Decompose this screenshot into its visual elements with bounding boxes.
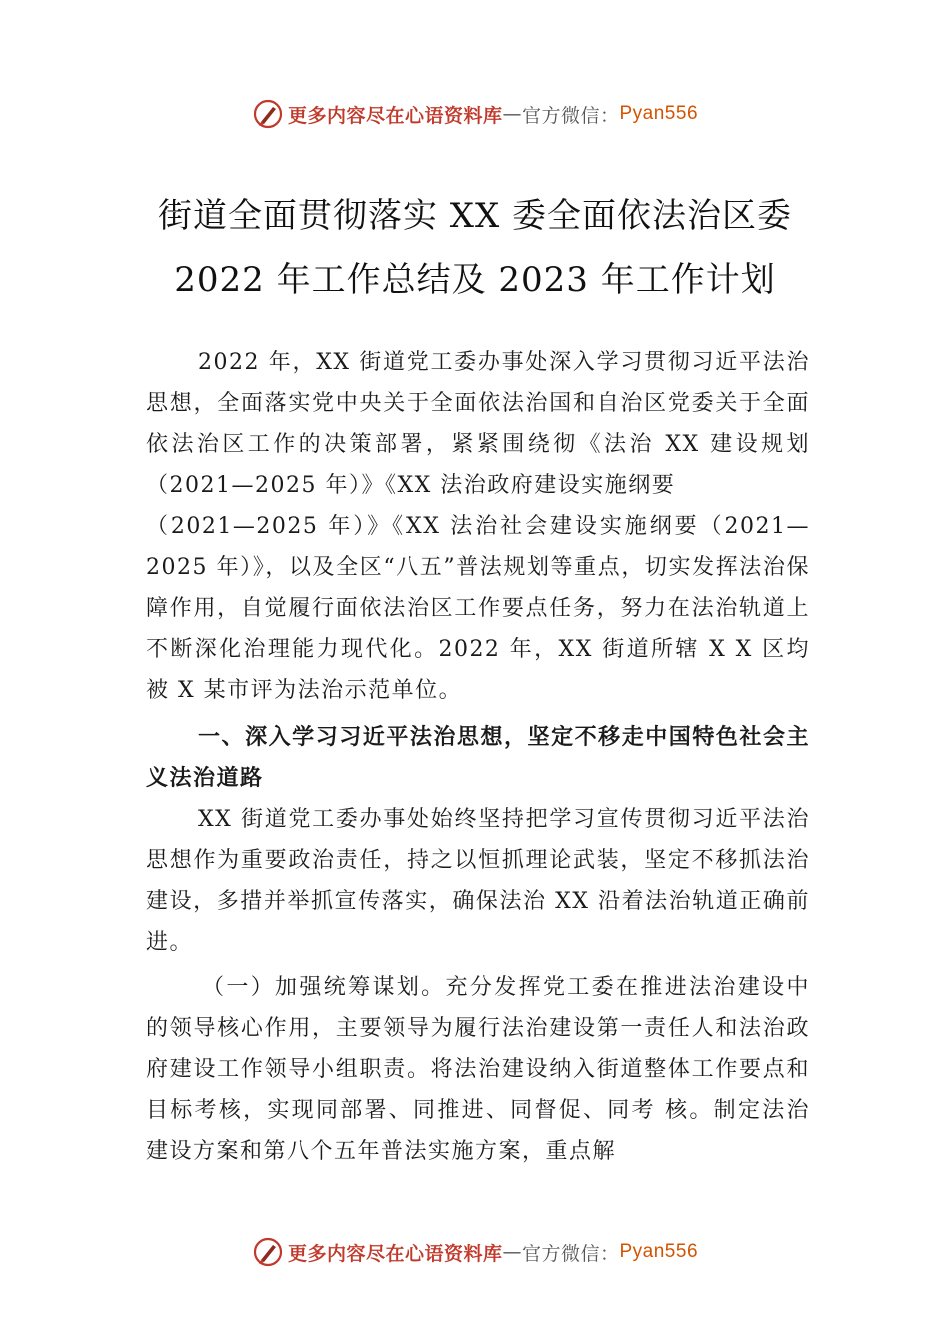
subsection-paragraph: （一）加强统筹谋划。充分发挥党工委在推进法治建设中的领导核心作用，主要领导为履行法治建设第一责任人和法治政府建设工作领导小组职责。将法治建设纳入街道整体工作要点和目标考核，实现同部署、同推进、同督促、同考 核。制定法治建设方案和第八个五年普法实施方案，重点解 xyxy=(146,975,810,1164)
section-paragraph: XX 街道党工委办事处始终坚持把学习宣传贯彻习近平法治思想作为重要政治责任，持之以恒抓理论武装，坚定不移抓法治建设，多措并举抓宣传落实，确保法治 XX 沿着法治轨道正确前进。 xyxy=(146,807,810,955)
watermark-separator: — xyxy=(502,1241,522,1263)
watermark-label: 官方微信： xyxy=(521,104,620,127)
watermark-handle: Pyan556 xyxy=(619,1241,699,1262)
intro-paragraph-continued: （2021—2025 年）》《XX 法治社会建设实施纲要（2021—2025 年）》，以及全区“八五”普法规划等重点，切实发挥法治保 障作用，自觉履行面依法治区工作要点任务，努力在法治轨道上不断深化治理能力现代化。2022 年，XX 街道所辖 X X 区均被 X 某市评为法治示范单位。 xyxy=(146,514,810,703)
watermark-brand: 更多内容尽在心语资料库 xyxy=(287,104,503,127)
pen-circle-icon xyxy=(252,98,284,130)
watermark-banner-top xyxy=(0,94,950,134)
document-body xyxy=(146,342,810,1172)
watermark-brand: 更多内容尽在心语资料库 xyxy=(287,1242,503,1265)
document-title-line2: 2022 年工作总结及 2023 年工作计划 xyxy=(174,260,776,300)
intro-paragraph: 2022 年，XX 街道党工委办事处深入学习贯彻习近平法治思想，全面落实党中央关于全面依法治国和自治区党委关于全面依法治区工作的决策部署，紧紧围绕彻《法治 XX 建设规划（2021—2025 年）》《XX 法治政府建设实施纲要 xyxy=(146,350,810,498)
document-title-line1: 街道全面贯彻落实 XX 委全面依法治区委 xyxy=(157,196,793,236)
watermark-handle: Pyan556 xyxy=(619,103,699,124)
watermark-banner-bottom xyxy=(0,1232,950,1272)
pen-circle-icon xyxy=(252,1236,284,1268)
watermark-label: 官方微信： xyxy=(521,1242,620,1265)
watermark-separator: — xyxy=(502,103,522,125)
section-heading: 一、深入学习习近平法治思想，坚定不移走中国特色社会主义法治道路 xyxy=(146,725,810,791)
